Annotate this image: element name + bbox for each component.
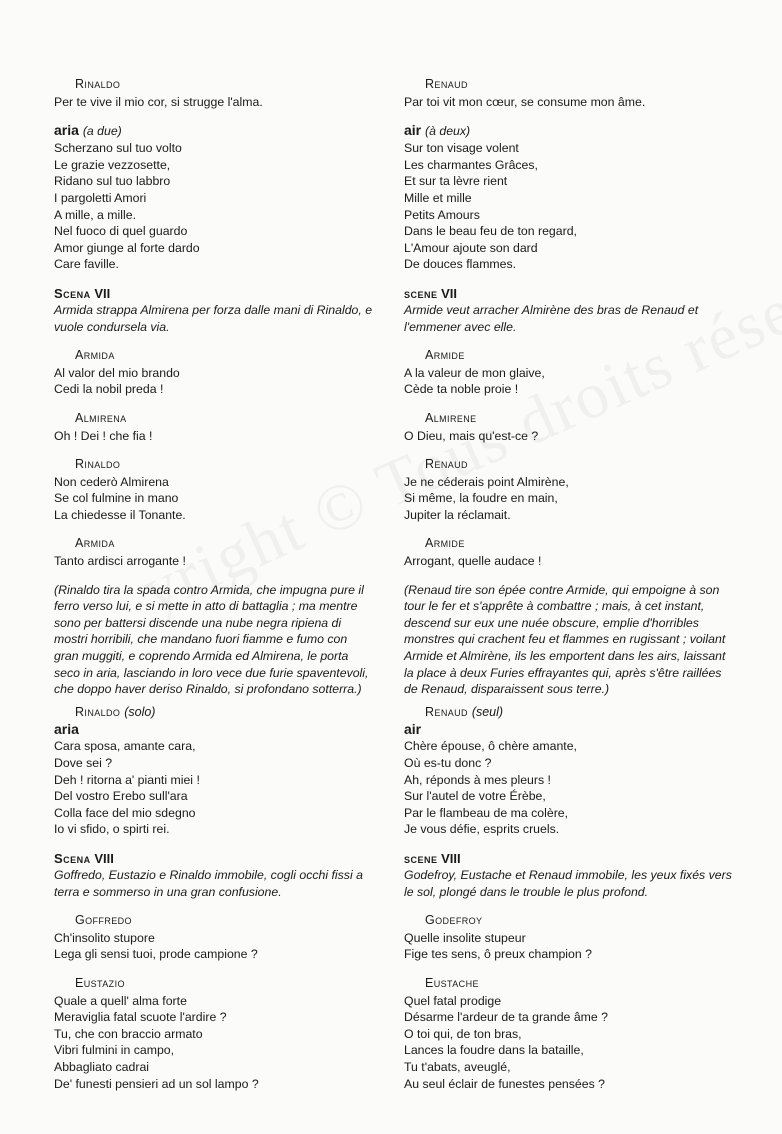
verse-line: Sur ton visage volent bbox=[404, 141, 519, 156]
aria-subtitle: (a due) bbox=[82, 124, 122, 139]
character-name: Eustache bbox=[425, 975, 479, 990]
verse-line: Dans le beau feu de ton regard, bbox=[404, 224, 577, 239]
stage-direction-line: monstres qui crachent feu et flammes en rugissant ; voilant bbox=[404, 632, 726, 647]
verse-line: Ah, réponds à mes pleurs ! bbox=[404, 772, 551, 787]
verse-line: A mille, a mille. bbox=[54, 207, 137, 222]
verse-line: Quel fatal prodige bbox=[404, 993, 502, 1008]
scene-label: Scena bbox=[54, 850, 91, 866]
verse-line: Petits Amours bbox=[404, 207, 480, 222]
scene-block bbox=[54, 850, 384, 900]
stage-direction-line: seco in aria, lasciando in loro vece due furie spaventevoli, bbox=[54, 665, 369, 680]
scene-heading bbox=[404, 285, 744, 302]
verse-line: La chiedesse il Tonante. bbox=[54, 507, 186, 522]
verse-line: Cedi la nobil preda ! bbox=[54, 382, 164, 397]
scene-description-line: l'emmener avec elle. bbox=[404, 319, 517, 334]
speech-block bbox=[404, 410, 744, 444]
character-name bbox=[425, 704, 744, 721]
stage-direction-line: (Renaud tire son épée contre Armide, qui empoigne à son bbox=[404, 582, 720, 597]
stage-direction-line: che doppo haver deriso Rinaldo, si profondano sotterra.) bbox=[54, 682, 362, 697]
scene-heading bbox=[54, 285, 384, 302]
speech-block bbox=[54, 535, 384, 569]
stage-direction-line: mostri horribili, che mandano fuori fiamme e fumo con bbox=[54, 632, 348, 647]
verse-line: O toi qui, de ton bras, bbox=[404, 1026, 522, 1041]
character-direction: (solo) bbox=[124, 704, 156, 719]
verse-line: Lega gli sensi tuoi, prode campione ? bbox=[54, 947, 258, 962]
aria2-block bbox=[54, 704, 384, 838]
verse-line: De' funesti pensieri ad un sol lampo ? bbox=[54, 1076, 259, 1091]
character-name: Renaud bbox=[425, 77, 468, 91]
verse-line: De douces flammes. bbox=[404, 257, 517, 272]
verse-line: Par le flambeau de ma colère, bbox=[404, 805, 569, 820]
character-name: Armide bbox=[425, 536, 465, 551]
verse-line: Scherzano sul tuo volto bbox=[54, 141, 182, 156]
verse-line: Al valor del mio brando bbox=[54, 365, 180, 380]
scene-description-line: Armida strappa Almirena per forza dalle mani di Rinaldo, e bbox=[54, 302, 373, 317]
verse-line: Cara sposa, amante cara, bbox=[54, 739, 196, 754]
scene-block bbox=[404, 285, 744, 335]
aria-block bbox=[404, 122, 744, 273]
scene-block bbox=[404, 850, 744, 900]
character-name: Eustazio bbox=[75, 975, 125, 990]
verse-line: Je ne céderais point Almirène, bbox=[404, 474, 569, 489]
verse-line: Désarme l'ardeur de ta grande âme ? bbox=[404, 1010, 608, 1025]
scene-description-line: le sol, plongé dans le trouble le plus profond. bbox=[404, 884, 649, 899]
aria-heading bbox=[404, 122, 744, 140]
verse-line: Nel fuoco di quel guardo bbox=[54, 224, 188, 239]
verse-line: Fige tes sens, ô preux champion ? bbox=[404, 947, 592, 962]
speech-block bbox=[404, 456, 744, 523]
verse-line: Deh ! ritorna a' pianti miei ! bbox=[54, 772, 200, 787]
verse-line: Je vous défie, esprits cruels. bbox=[404, 822, 560, 837]
verse-line: Mille et mille bbox=[404, 190, 472, 205]
scene-heading bbox=[54, 850, 384, 867]
verse-line: Se col fulmine in mano bbox=[54, 491, 179, 506]
verse-line: L'Amour ajoute son dard bbox=[404, 240, 538, 255]
speech-block bbox=[54, 456, 384, 523]
character-name-text: Rinaldo bbox=[75, 704, 121, 719]
verse-line: Au seul éclair de funestes pensées ? bbox=[404, 1076, 605, 1091]
verse-line: Et sur ta lèvre rient bbox=[404, 174, 508, 189]
verse-line: Dove sei ? bbox=[54, 756, 113, 770]
verse-line: Tu t'abats, aveuglé, bbox=[404, 1059, 511, 1074]
aria-heading bbox=[54, 122, 384, 140]
stage-block bbox=[404, 582, 744, 698]
verse-line: Le grazie vezzosette, bbox=[54, 157, 171, 172]
verse-line: Cède ta noble proie ! bbox=[404, 382, 519, 397]
verse-line: A la valeur de mon glaive, bbox=[404, 365, 545, 380]
verse-line: O Dieu, mais qu'est-ce ? bbox=[404, 428, 539, 443]
speech-block bbox=[54, 912, 384, 963]
verse-line: Ch'insolito stupore bbox=[54, 930, 155, 945]
character-name-text: Renaud bbox=[425, 704, 468, 719]
character-name: Armida bbox=[75, 348, 115, 363]
verse-line: Tanto ardisci arrogante ! bbox=[54, 554, 186, 569]
stage-direction-line: la place à deux Furies effrayantes qui, après s'être raillées bbox=[404, 665, 722, 680]
italian-column bbox=[54, 76, 384, 1104]
verse-line: Del vostro Erebo sull'ara bbox=[54, 789, 188, 804]
character-name: Rinaldo bbox=[75, 457, 121, 472]
speech-block bbox=[54, 975, 384, 1092]
verse-line: Per te vive il mio cor, si strugge l'alma. bbox=[54, 94, 263, 109]
french-column bbox=[404, 76, 744, 1104]
verse-line: Arrogant, quelle audace ! bbox=[404, 554, 542, 569]
verse-line: Amor giunge al forte dardo bbox=[54, 240, 200, 255]
scene-heading bbox=[404, 850, 744, 867]
scene-number: VIII bbox=[94, 850, 114, 866]
aria-block bbox=[54, 122, 384, 273]
stage-direction-line: ferro verso lui, e si mette in atto di battaglia ; ma mentre bbox=[54, 599, 358, 614]
verse-line: Meraviglia fatal scuote l'ardire ? bbox=[54, 1010, 227, 1025]
scene-label: scene bbox=[404, 850, 438, 866]
verse-line: Chère épouse, ô chère amante, bbox=[404, 739, 577, 754]
aria-title: air bbox=[404, 721, 422, 738]
stage-direction-line: gran muggiti, e coprendo Armida ed Almirena, le porta bbox=[54, 649, 349, 664]
verse-line: Io vi sfido, o spirti rei. bbox=[54, 822, 170, 837]
character-name: Goffredo bbox=[75, 913, 132, 928]
stage-direction-line: descend sur eux une nuée obscure, emplie d'horribles bbox=[404, 615, 699, 630]
stage-direction-line: sono per battersi discende una nube negra ripiena di bbox=[54, 615, 342, 630]
speech-block bbox=[54, 347, 384, 398]
character-name: Armida bbox=[75, 536, 115, 551]
speech-block bbox=[54, 410, 384, 444]
verse-line: Vibri fulmini in campo, bbox=[54, 1043, 175, 1058]
scene-description-line: terra e sommerso in una gran confusione. bbox=[54, 884, 282, 899]
verse-line: Lances la foudre dans la bataille, bbox=[404, 1043, 584, 1058]
verse-line: Oh ! Dei ! che fia ! bbox=[54, 428, 153, 443]
character-name: Almirene bbox=[425, 410, 477, 425]
scene-description-line: Armide veut arracher Almirène des bras de Renaud et bbox=[404, 302, 699, 317]
scene-number: VII bbox=[441, 285, 458, 301]
verse-line: Quale a quell' alma forte bbox=[54, 993, 187, 1008]
verse-line: Non cederò Almirena bbox=[54, 474, 169, 489]
speech-block bbox=[404, 535, 744, 569]
speech-block bbox=[404, 912, 744, 963]
verse-line: Les charmantes Grâces, bbox=[404, 157, 538, 172]
scene-description-line: Goffredo, Eustazio e Rinaldo immobile, cogli occhi fissi a bbox=[54, 867, 363, 882]
verse-line: I pargoletti Amori bbox=[54, 190, 147, 205]
character-name: Renaud bbox=[425, 457, 468, 472]
stage-direction-line: Armide et Almirène, ils les emportent dans les airs, laissant bbox=[404, 649, 726, 664]
verse-line: Colla face del mio sdegno bbox=[54, 805, 196, 820]
character-name: Almirena bbox=[75, 410, 127, 425]
verse-line: Sur l'autel de votre Érèbe, bbox=[404, 789, 546, 804]
verse-line: Où es-tu donc ? bbox=[404, 756, 492, 770]
stage-direction-line: (Rinaldo tira la spada contro Armida, che impugna pure il bbox=[54, 582, 364, 597]
scene-label: Scena bbox=[54, 285, 91, 301]
character-name: Rinaldo bbox=[75, 77, 121, 91]
verse-line: Tu, che con braccio armato bbox=[54, 1026, 203, 1041]
verse-line: Ridano sul tuo labbro bbox=[54, 174, 171, 189]
aria-title: air bbox=[404, 122, 422, 139]
scene-block bbox=[54, 285, 384, 335]
speech-block bbox=[54, 76, 384, 110]
scene-number: VII bbox=[94, 285, 111, 301]
speech-block bbox=[404, 76, 744, 110]
aria-title: aria bbox=[54, 721, 79, 738]
speech-block bbox=[404, 347, 744, 398]
verse-line: Jupiter la réclamait. bbox=[404, 507, 511, 522]
aria-title: aria bbox=[54, 122, 79, 139]
verse-line: Abbagliato cadrai bbox=[54, 1059, 150, 1074]
scene-description-line: vuole condursela via. bbox=[54, 319, 170, 334]
character-name: Godefroy bbox=[425, 913, 483, 928]
character-name bbox=[75, 704, 384, 721]
stage-direction-line: tour le fer et s'apprête à combattre ; mais, à cet instant, bbox=[404, 599, 705, 614]
speech-block bbox=[404, 975, 744, 1092]
scene-description-line: Godefroy, Eustache et Renaud immobile, les yeux fixés vers bbox=[404, 867, 732, 882]
aria2-block bbox=[404, 704, 744, 838]
character-name: Armide bbox=[425, 348, 465, 363]
stage-block bbox=[54, 582, 384, 698]
scene-label: scene bbox=[404, 285, 438, 301]
verse-line: Care faville. bbox=[54, 257, 119, 272]
scene-number: VIII bbox=[441, 850, 461, 866]
verse-line: Par toi vit mon cœur, se consume mon âme. bbox=[404, 94, 646, 109]
verse-line: Si même, la foudre en main, bbox=[404, 491, 558, 506]
stage-direction-line: de Renaud, disparaissent sous terre.) bbox=[404, 682, 610, 697]
character-direction: (seul) bbox=[471, 704, 504, 719]
aria-subtitle: (à deux) bbox=[425, 124, 471, 139]
verse-line: Quelle insolite stupeur bbox=[404, 930, 526, 945]
